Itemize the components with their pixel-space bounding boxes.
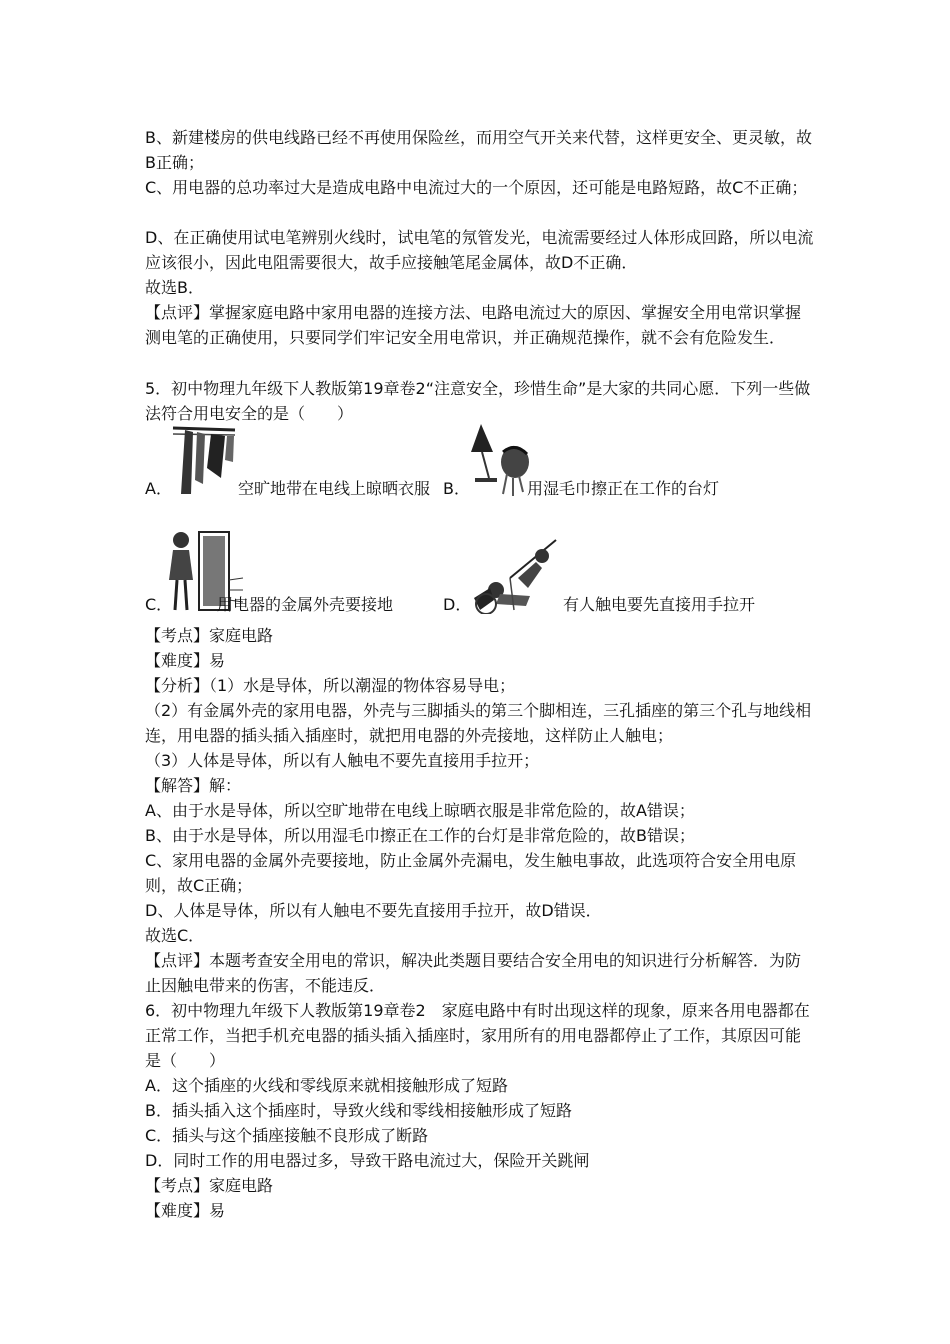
q5-options-row-ab (145, 420, 825, 500)
clothes-on-wire-icon (171, 420, 237, 498)
q5-stem: 5．初中物理九年级下人教版第19章卷2“注意安全，珍惜生命”是大家的共同心愿．下列一些做法符合用电安全的是（ ） (145, 379, 811, 424)
q5-option-a-label: A． (145, 479, 172, 498)
q5-solution-a: A、由于水是导体，所以空旷地带在电线上晾晒衣服是非常危险的，故A错误； (145, 801, 695, 820)
q5-answer: 故选C． (145, 926, 205, 945)
q5-option-c-label: C． (145, 595, 173, 614)
q4-option-c-explanation: C、用电器的总功率过大是造成电路中电流过大的一个原因，还可能是电路短路，故C不正确； (145, 178, 808, 197)
q5-analysis-2: （2）有金属外壳的家用电器，外壳与三脚插头的第三个脚相连，三孔插座的第三个孔与地线相连，用电器的插头插入插座时，就把用电器的外壳接地，这样防止人触电； (145, 701, 812, 746)
wet-towel-lamp-icon (467, 422, 535, 498)
q5-option-b-label: B． (443, 479, 470, 498)
q6-option-a: A．这个插座的火线和零线原来就相接触形成了短路 (145, 1076, 508, 1095)
q6-stem: 6．初中物理九年级下人教版第19章卷2 家庭电路中有时出现这样的现象，原来各用电器都在正常工作，当把手机充电器的插头插入插座时，家用所有的用电器都停止了工作，其原因可能是（ ） (145, 1001, 810, 1071)
q5-option-a-text: 空旷地带在电线上晾晒衣服 (238, 479, 431, 498)
q5-solution-d: D、人体是导体，所以有人触电不要先直接用手拉开，故D错误． (145, 901, 602, 920)
q6-option-b: B．插头插入这个插座时，导致火线和零线相接触形成了短路 (145, 1101, 572, 1120)
q5-analysis-1: 【分析】（1）水是导体，所以潮湿的物体容易导电； (145, 676, 516, 695)
electric-shock-rescue-icon (470, 538, 560, 614)
q5-solution-heading: 【解答】解： (145, 776, 242, 795)
q5-nandu: 【难度】易 (145, 651, 226, 670)
q5-solution-b: B、由于水是导体，所以用湿毛巾擦正在工作的台灯是非常危险的，故B错误； (145, 826, 695, 845)
q4-option-b-explanation: B、新建楼房的供电线路已经不再使用保险丝，而用空气开关来代替，这样更安全、更灵敏，故B正确； (145, 128, 812, 173)
q5-options-row-cd (145, 530, 825, 616)
q4-answer: 故选B． (145, 278, 204, 297)
q4-comment: 【点评】掌握家庭电路中家用电器的连接方法、电路电流过大的原因、掌握安全用电常识掌握测电笔的正确使用，只要同学们牢记安全用电常识，并正确规范操作，就不会有危险发生． (145, 303, 802, 348)
q6-kaodian: 【考点】家庭电路 (145, 1176, 274, 1195)
q5-option-d-label: D． (443, 595, 472, 614)
q4-option-d-explanation: D、在正确使用试电笔辨别火线时，试电笔的氖管发光，电流需要经过人体形成回路，所以电流应该很小，因此电阻需要很大，故手应接触笔尾金属体，故D不正确． (145, 228, 814, 273)
q6-option-d: D．同时工作的用电器过多，导致干路电流过大，保险开关跳闸 (145, 1151, 590, 1170)
q5-analysis-3: （3）人体是导体，所以有人触电不要先直接用手拉开； (145, 751, 540, 770)
q6-nandu: 【难度】易 (145, 1201, 226, 1220)
q5-comment: 【点评】本题考查安全用电的常识，解决此类题目要结合安全用电的知识进行分析解答．为防止因触电带来的伤害，不能违反． (145, 951, 802, 996)
q5-option-c-text: 用电器的金属外壳要接地 (217, 595, 394, 614)
q5-option-b-text: 用湿毛巾擦正在工作的台灯 (527, 479, 720, 498)
q6-option-c: C．插头与这个插座接触不良形成了断路 (145, 1126, 429, 1145)
q5-option-d-text: 有人触电要先直接用手拉开 (563, 595, 756, 614)
q5-solution-c: C、家用电器的金属外壳要接地，防止金属外壳漏电，发生触电事故，此选项符合安全用电原则，故C正确； (145, 851, 797, 896)
q5-kaodian: 【考点】家庭电路 (145, 626, 274, 645)
